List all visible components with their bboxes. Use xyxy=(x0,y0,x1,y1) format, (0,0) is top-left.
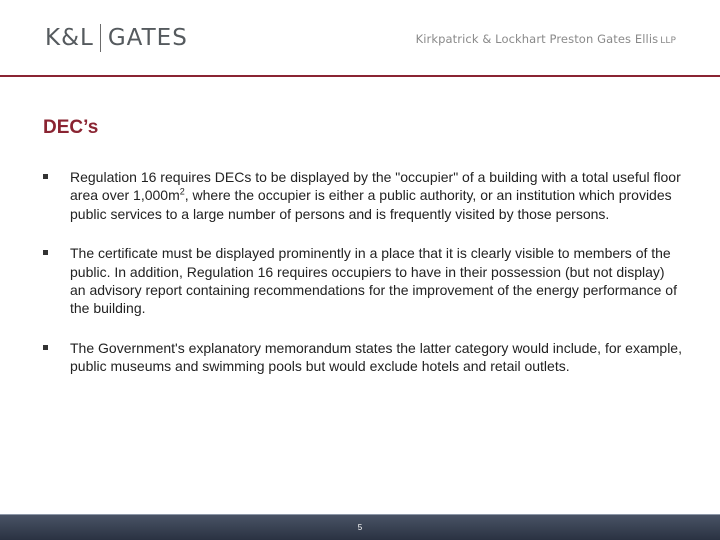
bullet-square-icon xyxy=(43,250,48,255)
header-divider xyxy=(0,75,720,77)
slide-header xyxy=(0,0,720,78)
bullet-square-icon xyxy=(43,174,48,179)
bullet-square-icon xyxy=(43,345,48,350)
firm-name xyxy=(416,32,676,46)
bullet-text-continued: , where the occupier is either a public authority, or an institution which provides public services to a large number of persons and is frequently visited by those persons. xyxy=(70,187,672,222)
slide-title: DEC’s xyxy=(43,117,99,138)
slide-footer xyxy=(0,514,720,540)
bullet-text: Regulation 16 requires DECs to be displayed by the "occupier" of a building with a total useful floor area over 1,000m xyxy=(70,169,681,204)
footer-highlight-line xyxy=(0,514,720,515)
bullet-text: The certificate must be displayed prominently in a place that it is clearly visible to members of the public. In addition, Regulation 16 requires occupiers to have in their possession (but not display) an advisory report containing recommendations for the improvement of the energy performance of the building. xyxy=(70,245,677,317)
logo-divider xyxy=(100,24,101,52)
firm-name-text: Kirkpatrick & Lockhart Preston Gates Ellis xyxy=(415,32,659,46)
kl-gates-logo xyxy=(45,24,188,52)
bullet-superscript: 2 xyxy=(179,186,185,197)
bullet-item xyxy=(43,244,683,318)
bullet-list xyxy=(43,168,683,397)
bullet-item xyxy=(43,168,683,223)
logo-text-left: K&L xyxy=(45,25,94,51)
firm-suffix: LLP xyxy=(660,36,676,46)
logo-text-right: GATES xyxy=(107,25,188,51)
bullet-item xyxy=(43,339,683,376)
bullet-text: The Government's explanatory memorandum states the latter category would include, for example, public museums and swimming pools but would exclude hotels and retail outlets. xyxy=(70,339,682,375)
page-number: 5 xyxy=(357,523,363,532)
